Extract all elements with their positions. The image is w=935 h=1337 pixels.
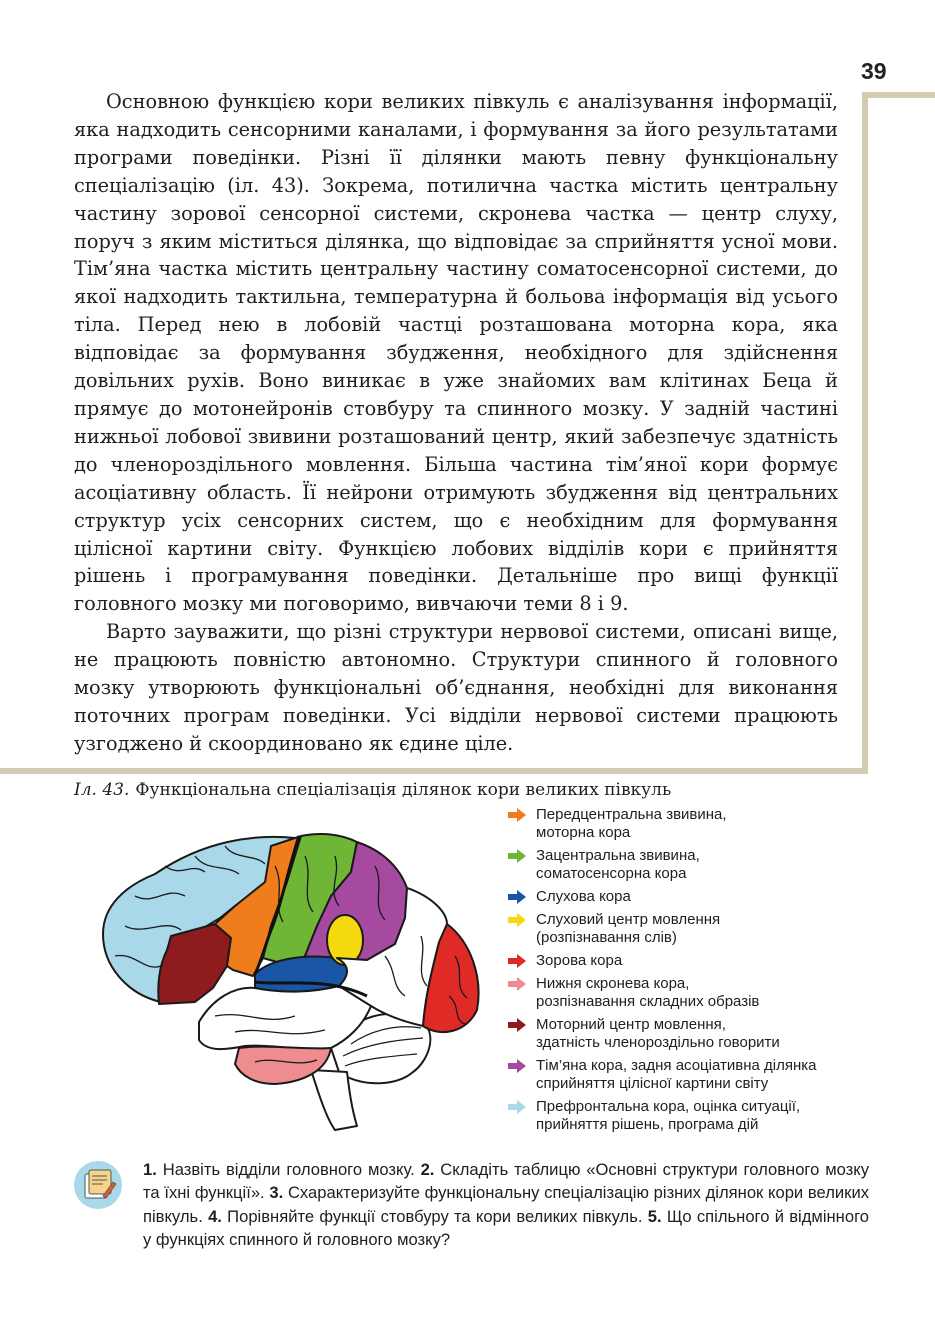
figure-title: Функціональна спеціалізація ділянок кори великих півкуль: [135, 780, 672, 800]
arrow-right-icon: [508, 849, 526, 863]
legend-text-line2: (розпізнавання слів): [536, 929, 677, 946]
legend-text-line2: прийняття рішень, програма дій: [536, 1116, 759, 1133]
figure-label: Іл. 43.: [74, 780, 130, 800]
text-line: нення довільних рухів. Воно виникає в уже знайомих вам клітинах: [74, 341, 838, 393]
task-text: Складіть таблицю «Основні структури головного мозку та їхні функції».: [143, 1160, 870, 1203]
text-line: усної мови. Тім’яна частка містить центральну частину соматосенсорної: [74, 229, 839, 281]
text-line: ціональну спеціалізацію (іл. 43). Зокрема, потилична частка містить: [74, 145, 838, 197]
legend-text: Префронтальна кора, оцінка ситуації,: [536, 1098, 801, 1115]
tasks-block: [143, 1158, 869, 1252]
text-line: не працюють повністю автономно. Структури спинного й головного: [74, 648, 838, 672]
legend-text: Моторний центр мовлення,: [536, 1016, 726, 1033]
legend-item: [508, 1098, 898, 1134]
legend-item: [508, 911, 898, 947]
paragraph-1: [74, 88, 838, 618]
text-line: результатами програми поведінки. Різні її ділянки мають певну функ: [74, 117, 838, 169]
text-line: функції головного мозку ми поговоримо, вивчаючи теми 8 і 9.: [74, 564, 838, 616]
text-line: центральну частину зорової сенсорної системи, скронева частка — центр: [74, 173, 838, 225]
legend-text: Зацентральна звивина,: [536, 847, 700, 864]
arrow-right-icon: [508, 1059, 526, 1073]
page-number: 39: [861, 58, 887, 84]
brain-diagram: [95, 826, 490, 1136]
arrow-right-icon: [508, 977, 526, 991]
arrow-right-icon: [508, 1018, 526, 1032]
text-line: частині нижньої лобової звивини розташований центр, який забез: [74, 396, 838, 448]
legend-text: Слуховий центр мовлення: [536, 911, 721, 928]
text-line: узгоджено й скоординовано як єдине ціле.: [74, 731, 514, 755]
text-line: формування цілісної картини світу. Функцією лобових відділів кори є: [74, 508, 838, 560]
task-text: Що спільного й відмінного у функціях спинного й головного мозку?: [143, 1206, 869, 1250]
frame-top-line: [862, 92, 935, 98]
text-line: печує здатність до членороздільного мовлення. Більша частина тім’яної: [74, 424, 839, 476]
text-line: Беца й прямує до мотонейронів стовбуру та спинного мозку. У задній: [74, 369, 838, 420]
frame-right-line: [862, 92, 868, 772]
legend-text: Слухова кора: [536, 888, 631, 905]
text-line: кори формує асоціативну область. Її нейрони отримують збудження: [74, 452, 838, 504]
task-number: 1.: [143, 1160, 157, 1179]
legend-text: Передцентральна звивина,: [536, 806, 727, 823]
frame-bottom-line: [0, 768, 868, 774]
legend-text: Нижня скронева кора,: [536, 975, 690, 992]
arrow-right-icon: [508, 913, 526, 927]
legend-text-line2: моторна кора: [536, 824, 631, 841]
text-line: поточних програм поведінки. Усі відділи нервової системи працюють: [74, 703, 838, 727]
text-line: слуху, поруч з яким міститься ділянка, що відповідає за сприйняття: [74, 201, 838, 253]
legend-text-line2: здатність членороздільно говорити: [536, 1034, 780, 1051]
text-line: Варто зауважити, що різні структури нервової системи, описані вище,: [106, 620, 838, 644]
legend-item: [508, 1057, 898, 1093]
legend-item: [508, 1016, 898, 1052]
legend-item: [508, 847, 898, 883]
tasks-notebook-icon: [73, 1160, 123, 1210]
legend-text: Тім’яна кора, задня асоціативна ділянка: [536, 1057, 817, 1074]
text-line: мації, яка надходить сенсорними каналами, і формування за його: [74, 90, 838, 141]
arrow-right-icon: [508, 954, 526, 968]
task-text: Назвіть відділи головного мозку.: [156, 1160, 421, 1179]
text-line: мозку утворюють функціональні об’єднання, необхідні для виконання: [74, 676, 838, 700]
main-text: [74, 88, 838, 758]
legend-text-line2: розпізнавання складних образів: [536, 993, 760, 1010]
region-auditory-speech: [327, 915, 363, 965]
task-number: 4.: [208, 1206, 222, 1226]
task-number: 2.: [420, 1160, 435, 1179]
legend-item: [508, 888, 898, 906]
legend-text-line2: соматосенсорна кора: [536, 865, 687, 882]
arrow-right-icon: [508, 890, 526, 904]
legend-item: [508, 806, 898, 842]
paragraph-2: [74, 618, 838, 758]
legend-text: Зорова кора: [536, 952, 623, 969]
text-line: системи, до якої надходить тактильна, температурна й больова інфор: [74, 257, 838, 309]
task-number: 3.: [269, 1183, 284, 1203]
task-text: Порівняйте функції стовбуру та кори великих півкуль.: [221, 1206, 648, 1226]
text-line: прийняття рішень і програмування поведінки. Детальніше про вищі: [74, 536, 838, 588]
text-line: мація від усього тіла. Перед нею в лобовій частці розташована моторна: [74, 285, 838, 337]
legend-item: [508, 952, 898, 970]
legend-item: [508, 975, 898, 1011]
legend-text-line2: сприйняття цілісної картини світу: [536, 1075, 769, 1092]
figure-legend: [508, 806, 898, 1146]
arrow-right-icon: [508, 1100, 526, 1114]
arrow-right-icon: [508, 808, 526, 822]
text-line: Основною функцією кори великих півкуль є аналізування інфор: [106, 90, 781, 113]
task-text: Схарактеризуйте функціональну спеціалізацію різних ділянок кори великих півкуль.: [143, 1183, 870, 1226]
task-number: 5.: [647, 1206, 662, 1226]
text-line: від центральних структур усіх сенсорних систем, що є необхідним для: [74, 480, 838, 532]
region-temporal: [199, 986, 371, 1049]
text-line: кора, яка відповідає за формування збудження, необхідного для здійс: [74, 313, 838, 365]
figure-caption: [74, 780, 671, 800]
